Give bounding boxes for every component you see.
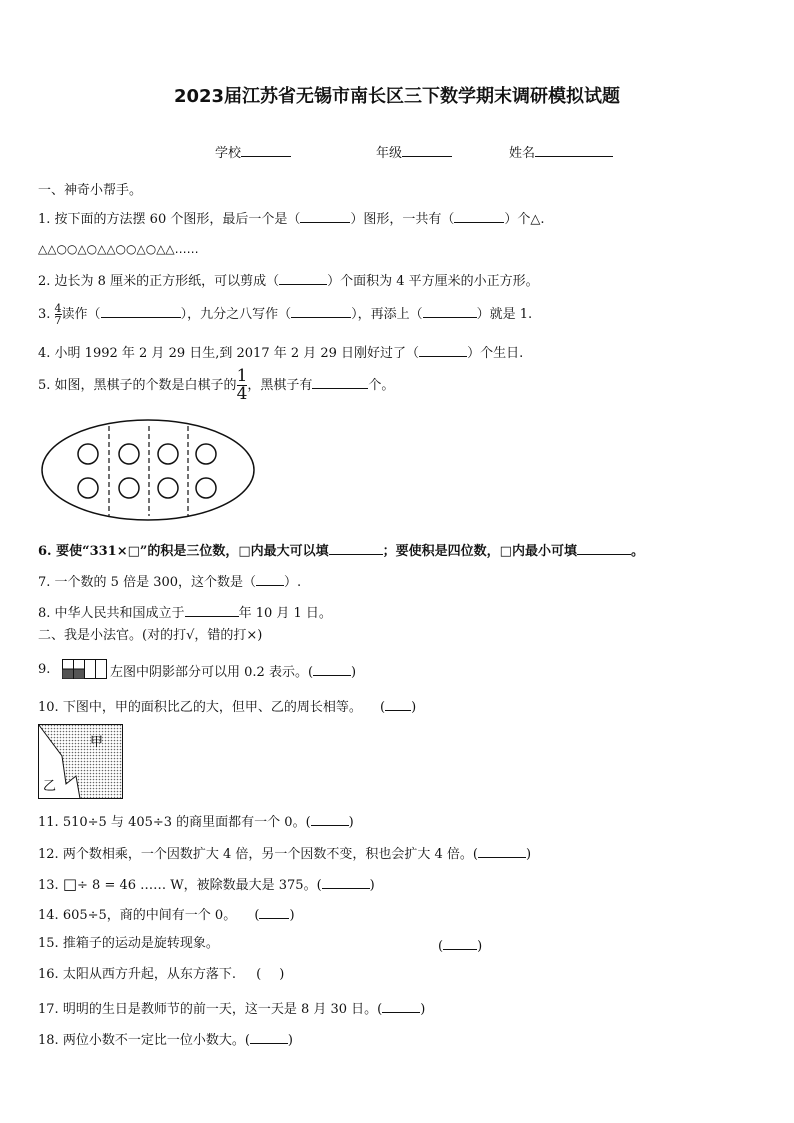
section-2-heading: 二、我是小法官。(对的打√，错的打×) bbox=[38, 628, 263, 643]
chess-piece bbox=[119, 444, 139, 464]
label-yi: 乙 bbox=[43, 779, 57, 794]
label-jia: 甲 bbox=[90, 735, 104, 750]
q15-answer: ( ) bbox=[438, 935, 482, 956]
question-15: 15. 推箱子的运动是旋转现象。 bbox=[38, 936, 219, 951]
question-7: 7. 一个数的 5 倍是 300，这个数是（ ）. bbox=[38, 571, 301, 592]
question-6: 6. 要使“331×□”的积是三位数，□内最大可以填 ；要使积是四位数，□内最小可填 。 bbox=[38, 540, 644, 561]
question-16: 16. 太阳从西方升起，从东方落下. ( ) bbox=[38, 967, 285, 982]
chess-piece bbox=[158, 444, 178, 464]
q9-grid-figure bbox=[62, 659, 108, 679]
q12-blank[interactable] bbox=[478, 843, 526, 858]
question-5: 5. 如图，黑棋子的个数是白棋子的 $\frac{1}{4}$ ，黑棋子有 个。 bbox=[38, 366, 395, 404]
school-field bbox=[215, 142, 291, 163]
q15-blank[interactable] bbox=[443, 935, 477, 950]
q5-fraction: $\frac{1}{4}$ bbox=[236, 366, 248, 404]
question-11: 11. 510÷5 与 405÷3 的商里面都有一个 0。( ) bbox=[38, 811, 354, 832]
grade-field bbox=[376, 142, 452, 163]
q11-blank[interactable] bbox=[311, 811, 349, 826]
question-17: 17. 明明的生日是教师节的前一天，这一天是 8 月 30 日。( ) bbox=[38, 998, 425, 1019]
q9-blank[interactable] bbox=[313, 661, 351, 676]
q10-blank[interactable] bbox=[385, 696, 411, 711]
q6-blank-1[interactable] bbox=[329, 540, 383, 555]
q4-blank[interactable] bbox=[419, 342, 467, 357]
chess-piece bbox=[78, 444, 98, 464]
question-1: 1. 按下面的方法摆 60 个图形，最后一个是（ ）图形，一共有（ ）个△. bbox=[38, 208, 545, 229]
q13-blank[interactable] bbox=[322, 874, 370, 889]
q3-blank-1[interactable] bbox=[101, 303, 181, 318]
question-13: 13. □÷ 8 = 46 …… W，被除数最大是 375。( ) bbox=[38, 875, 375, 893]
q14-blank[interactable] bbox=[259, 904, 289, 919]
q13-box: □ bbox=[62, 875, 78, 893]
chess-piece bbox=[196, 478, 216, 498]
name-field bbox=[509, 142, 613, 163]
q1-blank-2[interactable] bbox=[454, 208, 504, 223]
name-label: 姓名 bbox=[509, 146, 536, 161]
section-1-heading: 一、神奇小帮手。 bbox=[38, 183, 143, 198]
q3-blank-2[interactable] bbox=[291, 303, 351, 318]
q9-text: 左图中阴影部分可以用 0.2 表示。( ) bbox=[110, 661, 356, 682]
page-title: 2023届江苏省无锡市南长区三下数学期末调研模拟试题 bbox=[173, 86, 621, 107]
q2-blank[interactable] bbox=[279, 270, 327, 285]
oval bbox=[42, 420, 254, 520]
q7-blank[interactable] bbox=[256, 571, 284, 586]
chess-piece bbox=[119, 478, 139, 498]
q3-fraction: $\frac{4}{7}$ bbox=[54, 302, 62, 327]
q8-blank[interactable] bbox=[185, 602, 239, 617]
chess-piece bbox=[78, 478, 98, 498]
q5-blank[interactable] bbox=[312, 374, 368, 389]
q17-blank[interactable] bbox=[382, 998, 420, 1013]
q1-blank-1[interactable] bbox=[300, 208, 350, 223]
q18-blank[interactable] bbox=[250, 1029, 288, 1044]
question-9: 9. bbox=[38, 662, 51, 677]
q6-blank-2[interactable] bbox=[577, 540, 631, 555]
question-2: 2. 边长为 8 厘米的正方形纸，可以剪成（ ）个面积为 4 平方厘米的小正方形。 bbox=[38, 270, 539, 291]
grade-blank[interactable] bbox=[402, 142, 452, 157]
grade-label: 年级 bbox=[376, 146, 403, 161]
q10-figure bbox=[38, 724, 124, 800]
chess-piece bbox=[196, 444, 216, 464]
school-blank[interactable] bbox=[241, 142, 291, 157]
question-18: 18. 两位小数不一定比一位小数大。( ) bbox=[38, 1029, 293, 1050]
name-blank[interactable] bbox=[535, 142, 613, 157]
question-10: 10. 下图中，甲的面积比乙的大，但甲、乙的周长相等。 ( ) bbox=[38, 696, 416, 717]
question-4: 4. 小明 1992 年 2 月 29 日生,到 2017 年 2 月 29 日刚好过了（ ）个生日. bbox=[38, 342, 523, 363]
q1-pattern: △△○○△○△△○○△○△△…… bbox=[38, 242, 199, 256]
question-3: 3. $\frac{4}{7}$ 读作（ ），九分之八写作（ ），再添上（ ）就是 1. bbox=[38, 302, 533, 327]
chess-pieces-figure bbox=[40, 418, 260, 524]
question-14: 14. 605÷5，商的中间有一个 0。 ( ) bbox=[38, 904, 295, 925]
question-12: 12. 两个数相乘，一个因数扩大 4 倍，另一个因数不变，积也会扩大 4 倍。( ) bbox=[38, 843, 531, 864]
question-8: 8. 中华人民共和国成立于 年 10 月 1 日。 bbox=[38, 602, 332, 623]
q3-blank-3[interactable] bbox=[423, 303, 477, 318]
school-label: 学校 bbox=[215, 146, 242, 161]
chess-piece bbox=[158, 478, 178, 498]
